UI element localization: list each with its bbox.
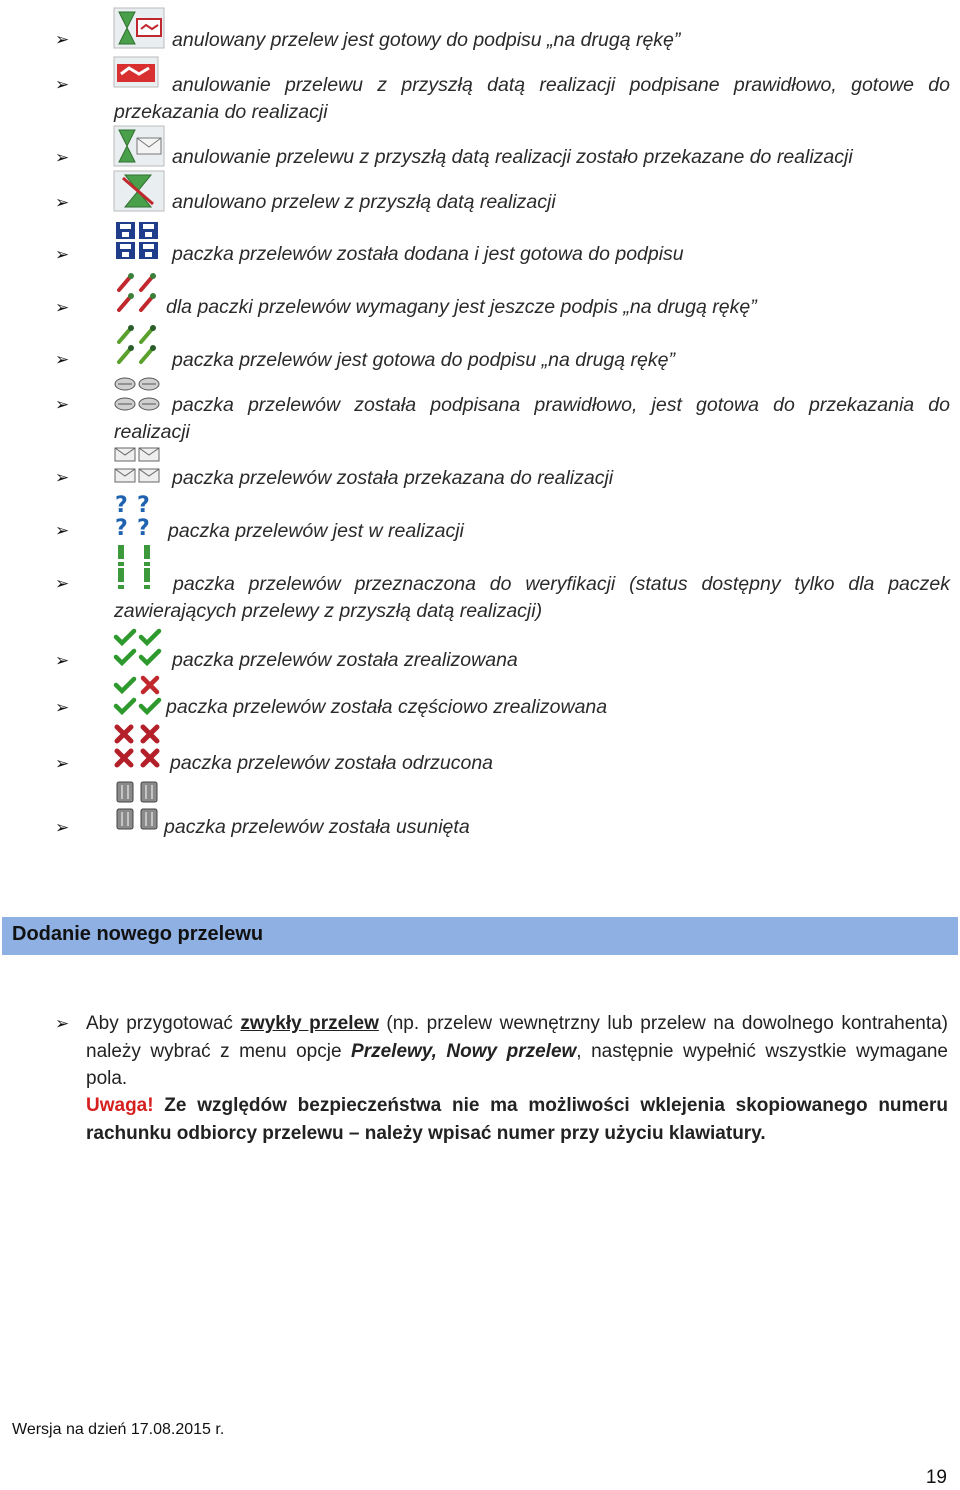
- status-description: anulowany przelew jest gotowy do podpisu „na drugą rękę”: [172, 29, 681, 51]
- status-description: paczka przelewów jest gotowa do podpisu „na drugą rękę”: [172, 349, 675, 371]
- arrow-bullet-icon: ➢: [55, 698, 70, 718]
- page-number: 19: [925, 1467, 947, 1488]
- instruction-text: , następnie wypełnić wszystkie wymagane pola.: [86, 1040, 948, 1089]
- arrow-bullet-icon: ➢: [55, 245, 70, 265]
- arrow-bullet-icon: ➢: [55, 521, 70, 541]
- status-description: paczka przelewów została odrzucona: [170, 752, 494, 774]
- version-footer: Wersja na dzień 17.08.2015 r.: [12, 1421, 225, 1438]
- status-description: paczka przelewów przeznaczona do weryfikacji (status dostępny tylko dla paczek zawierających przelewy z przyszłą datą realizacji): [114, 573, 950, 622]
- status-description: paczka przelewów została zrealizowana: [172, 649, 518, 671]
- red-crosses-icon: [113, 723, 163, 771]
- svg-text:?: ?: [115, 516, 128, 538]
- check-and-cross-icon: [113, 675, 163, 717]
- arrow-bullet-icon: ➢: [55, 193, 70, 213]
- floppy-disks-icon: [113, 220, 161, 260]
- status-description: paczka przelewów jest w realizacji: [168, 520, 464, 542]
- status-description: anulowanie przelewu z przyszłą datą realizacji podpisane prawidłowo, gotowe do przekazania do realizacji: [114, 74, 950, 123]
- menu-path: Przelewy, Nowy przelew: [351, 1040, 577, 1062]
- green-pens-icon: [113, 324, 161, 366]
- svg-text:?: ?: [137, 493, 150, 518]
- checkmarks-icon: [113, 628, 163, 668]
- status-description: paczka przelewów została częściowo zrealizowana: [166, 696, 608, 718]
- arrow-bullet-icon: ➢: [55, 574, 70, 594]
- status-description: paczka przelewów została podpisana prawidłowo, jest gotowa do przekazania do realizacji: [114, 394, 950, 443]
- arrow-bullet-icon: ➢: [55, 468, 70, 488]
- section-title: Dodanie nowego przelewu: [12, 923, 264, 945]
- envelopes-icon: [113, 445, 161, 487]
- section-header: [2, 917, 958, 955]
- arrow-bullet-icon: ➢: [55, 395, 70, 415]
- instruction-text: Aby przygotować: [86, 1013, 241, 1034]
- svg-text:?: ?: [137, 516, 150, 538]
- status-description: anulowanie przelewu z przyszłą datą realizacji zostało przekazane do realizacji: [172, 146, 853, 168]
- arrow-bullet-icon: ➢: [55, 754, 70, 774]
- arrow-bullet-icon: ➢: [55, 350, 70, 370]
- arrow-bullet-icon: ➢: [55, 298, 70, 318]
- status-description: anulowano przelew z przyszłą datą realizacji: [172, 191, 556, 213]
- arrow-bullet-icon: ➢: [55, 75, 70, 95]
- warning-label: Uwaga!: [86, 1095, 154, 1116]
- warning-paragraph: [86, 1092, 948, 1147]
- status-description: dla paczki przelewów wymagany jest jeszcze podpis „na drugą rękę”: [166, 296, 757, 318]
- arrow-bullet-icon: ➢: [55, 1014, 70, 1034]
- arrow-bullet-icon: ➢: [55, 818, 70, 838]
- hourglass-envelope-icon: [113, 125, 165, 167]
- question-marks-icon: [113, 492, 157, 538]
- status-description: paczka przelewów została usunięta: [164, 816, 470, 838]
- red-pens-icon: [113, 272, 161, 314]
- trash-bins-icon: [113, 778, 161, 834]
- status-description: paczka przelewów została przekazana do realizacji: [172, 467, 614, 489]
- instruction-text: (np. przelew wewnętrzny lub przelew na dowolnego kontrahenta) należy wybrać z menu opcje: [86, 1013, 949, 1062]
- arrow-bullet-icon: ➢: [55, 651, 70, 671]
- regular-transfer-term: zwykły przelew: [240, 1013, 379, 1034]
- warning-text: Ze względów bezpieczeństwa nie ma możliwości wklejenia skopiowanego numeru rachunku odbiorcy przelewu – należy wpisać numer przy użyciu klawiatury.: [86, 1095, 948, 1144]
- arrow-bullet-icon: ➢: [55, 30, 70, 50]
- arrow-bullet-icon: ➢: [55, 148, 70, 168]
- instruction-paragraph: [86, 1010, 948, 1093]
- svg-text:?: ?: [115, 493, 128, 518]
- status-description: paczka przelewów została dodana i jest gotowa do podpisu: [172, 243, 684, 265]
- hourglass-handshake-icon: [113, 7, 165, 49]
- hourglass-cancelled-icon: [113, 170, 165, 212]
